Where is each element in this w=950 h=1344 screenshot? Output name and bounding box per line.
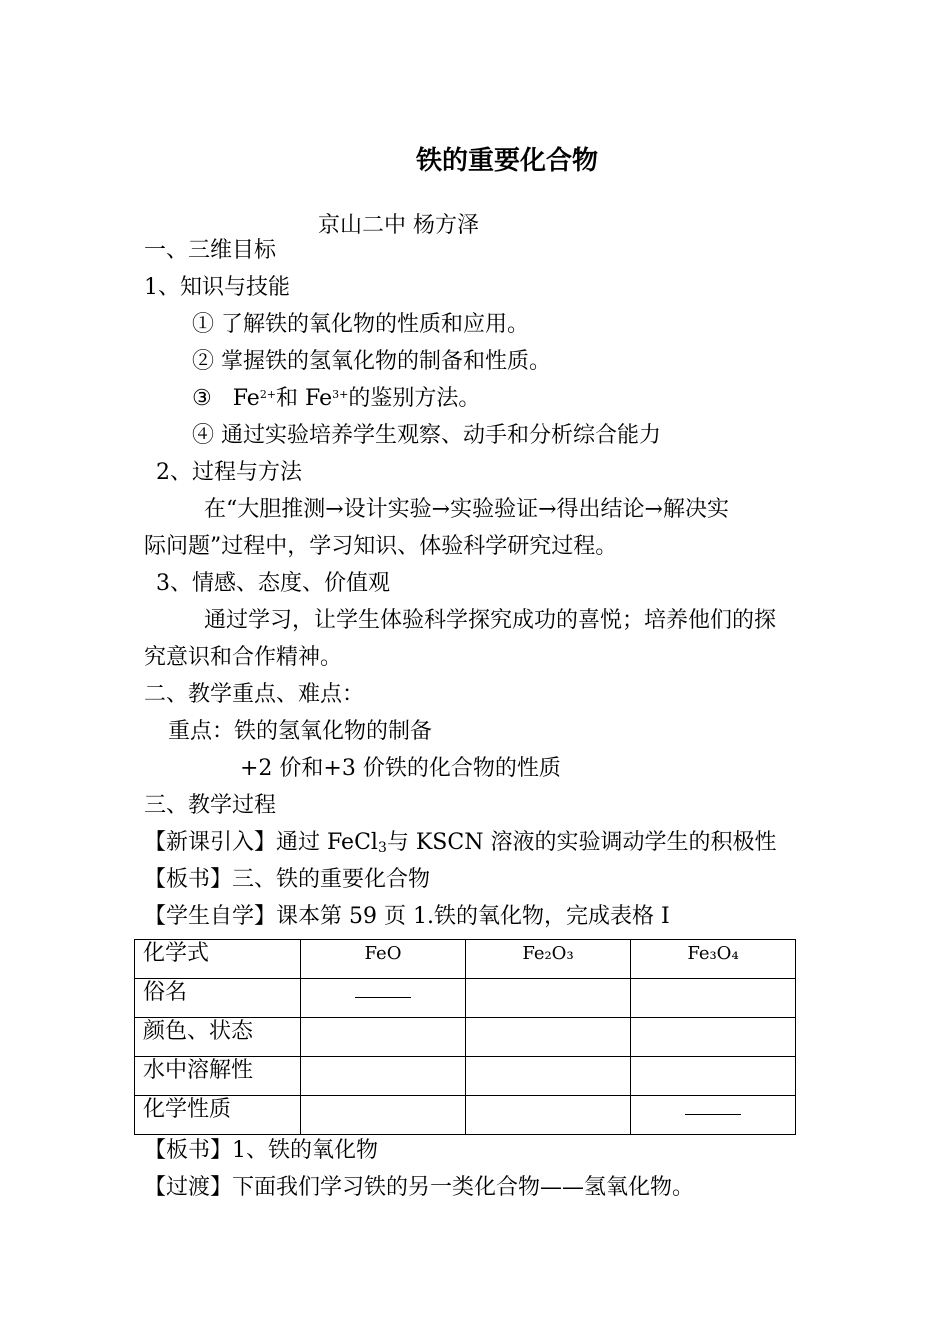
goal-item: ① 了解铁的氧化物的性质和应用。 xyxy=(192,312,529,337)
dash-mark xyxy=(685,1114,741,1115)
table-row xyxy=(135,979,796,1018)
table-cell xyxy=(631,979,796,1018)
table-row-label: 颜色、状态 xyxy=(135,1018,301,1057)
table-cell xyxy=(301,979,466,1018)
subsection-heading: 2、过程与方法 xyxy=(156,460,302,485)
key-point: 重点：铁的氢氧化物的制备 xyxy=(168,719,433,744)
table-header-cell: Fe₃O₄ xyxy=(631,940,796,979)
process-step: 【过渡】下面我们学习铁的另一类化合物——氢氧化物。 xyxy=(144,1175,695,1200)
goal-item: ② 掌握铁的氢氧化物的制备和性质。 xyxy=(192,349,551,374)
table-row-label: 水中溶解性 xyxy=(135,1057,301,1096)
section-heading: 三、教学过程 xyxy=(144,793,277,818)
table-cell xyxy=(301,1096,466,1135)
table-row xyxy=(135,940,796,979)
process-step: 【板书】1、铁的氧化物 xyxy=(144,1138,378,1163)
table-header-cell: Fe₂O₃ xyxy=(466,940,631,979)
table-cell xyxy=(466,1057,631,1096)
table-cell xyxy=(631,1096,796,1135)
page-title: 铁的重要化合物 xyxy=(416,146,599,176)
oxide-table xyxy=(134,939,796,1135)
paragraph-line: 究意识和合作精神。 xyxy=(144,645,343,670)
table-row-label: 化学性质 xyxy=(135,1096,301,1135)
table-cell xyxy=(631,1057,796,1096)
goal-item: ④ 通过实验培养学生观察、动手和分析综合能力 xyxy=(192,423,661,448)
table-cell xyxy=(301,1057,466,1096)
key-point: +2 价和+3 价铁的化合物的性质 xyxy=(240,756,561,781)
table-cell xyxy=(466,979,631,1018)
paragraph-line: 际问题”过程中，学习知识、体验科学研究过程。 xyxy=(144,534,618,559)
paragraph-line: 在“大胆推测→设计实验→实验验证→得出结论→解决实 xyxy=(204,497,729,522)
paragraph-line: 通过学习，让学生体验科学探究成功的喜悦；培养他们的探 xyxy=(204,608,777,633)
subsection-heading: 1、知识与技能 xyxy=(144,275,290,300)
section-heading: 二、教学重点、难点： xyxy=(144,682,365,707)
subsection-heading: 3、情感、态度、价值观 xyxy=(156,571,390,596)
table-header-cell: 化学式 xyxy=(135,940,301,979)
table-cell xyxy=(466,1018,631,1057)
process-step: 【新课引入】通过 FeCl$_3$与 KSCN 溶液的实验调动学生的积极性 xyxy=(144,830,777,856)
table-row-label: 俗名 xyxy=(135,979,301,1018)
process-step: 【学生自学】课本第 59 页 1.铁的氧化物，完成表格 I xyxy=(144,904,670,929)
table-cell xyxy=(301,1018,466,1057)
author-line: 京山二中 杨方泽 xyxy=(318,213,479,238)
table-header-cell: FeO xyxy=(301,940,466,979)
table-cell xyxy=(631,1018,796,1057)
section-heading: 一、三维目标 xyxy=(144,238,277,263)
process-step: 【板书】三、铁的重要化合物 xyxy=(144,867,431,892)
table-cell xyxy=(466,1096,631,1135)
dash-mark xyxy=(355,997,411,998)
goal-item: ③ $Fe^{2+}$和 $Fe^{3+}$的鉴别方法。 xyxy=(192,386,481,411)
table-row xyxy=(135,1096,796,1135)
table-row xyxy=(135,1057,796,1096)
table-row xyxy=(135,1018,796,1057)
